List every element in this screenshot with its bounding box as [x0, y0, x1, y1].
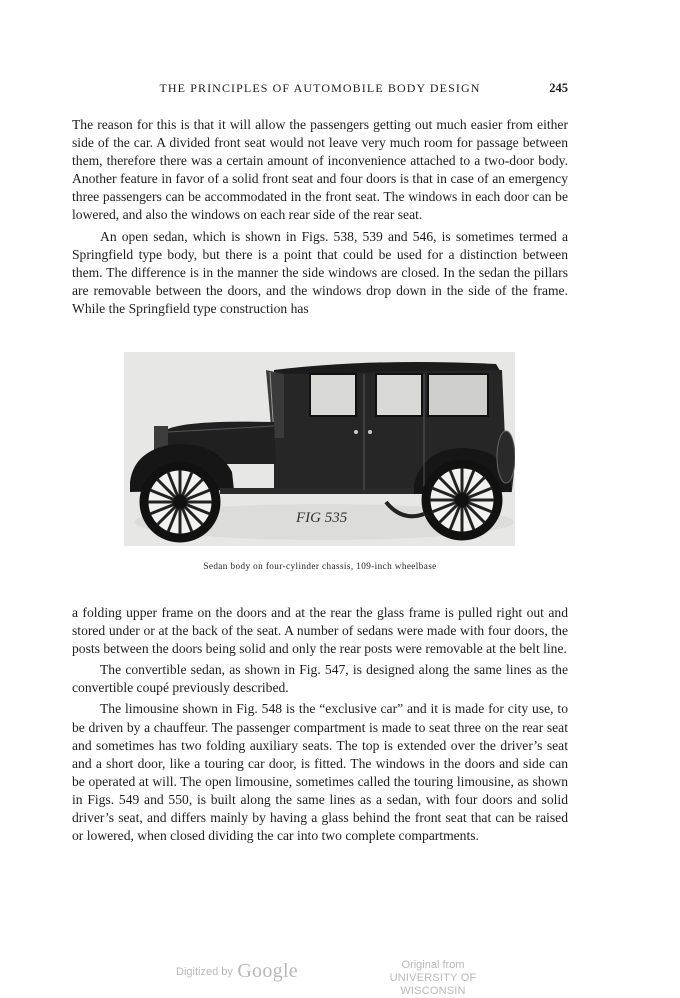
running-header [72, 80, 568, 96]
paragraph: a folding upper frame on the doors and at the rear the glass frame is pulled right out and stored under or at the back of the seat. A number of sedans were made with four doors, the posts between the doors being solid and only the rear posts were removable at the belt line. [72, 605, 568, 657]
google-logo: Google [237, 960, 298, 982]
paragraph: The reason for this is that it will allow the passengers getting out much easier from either side of the car. A divided front seat would not leave very much room for passage between them, therefore there was a certain amount of inconvenience attached to a two-door body. Another feature in favor of a solid front seat and four doors is that in case of an emergency three passengers can be accommodated in the front seat. The windows in each door can be lowered, and also the windows on each rear side of the rear seat. [72, 117, 568, 223]
paragraph: The convertible sedan, as shown in Fig. 547, is designed along the same lines as the convertible coupé previously described. [72, 662, 568, 696]
sedan-figure [124, 352, 515, 546]
digitized-by-label: Digitized by [176, 966, 233, 978]
figure-caption: Sedan body on four-cylinder chassis, 109-inch wheelbase [203, 561, 437, 571]
sedan-illustration [124, 352, 515, 546]
body-text-bottom [72, 604, 568, 845]
running-title: THE PRINCIPLES OF AUTOMOBILE BODY DESIGN [159, 81, 481, 95]
paragraph: The limousine shown in Fig. 548 is the “exclusive car” and it is made for city use, to be driven by a chauffeur. The passenger compartment is made to seat three on the rear seat and sometimes has two folding auxiliary seats. The top is extended over the driver’s seat and a short door, like a touring car door, is fitted. The windows in the doors and side can be operated at will. The open limousine, sometimes called the touring limousine, as shown in Figs. 549 and 550, is built along the same lines as a sedan, with four doors and solid driver’s seat, and differs mainly by having a glass behind the front seat that can be raised or lowered, when closed dividing the car into two complete compartments. [72, 701, 568, 844]
digitized-by-google [176, 960, 298, 983]
original-from-notice [362, 959, 504, 998]
institution-name: UNIVERSITY OF WISCONSIN [389, 972, 477, 997]
figure-label: FIG 535 [296, 510, 348, 526]
page-number: 245 [549, 81, 568, 95]
body-text-top [72, 116, 568, 318]
paragraph: An open sedan, which is shown in Figs. 538, 539 and 546, is sometimes termed a Springfield type body, but there is a point that could be used for a distinction between them. The difference is in the manner the side windows are closed. In the sedan the pillars are removable between the doors, and the windows drop down in the side of the frame. While the Springfield type construction has [72, 228, 568, 316]
original-from-label: Original from [401, 959, 465, 971]
